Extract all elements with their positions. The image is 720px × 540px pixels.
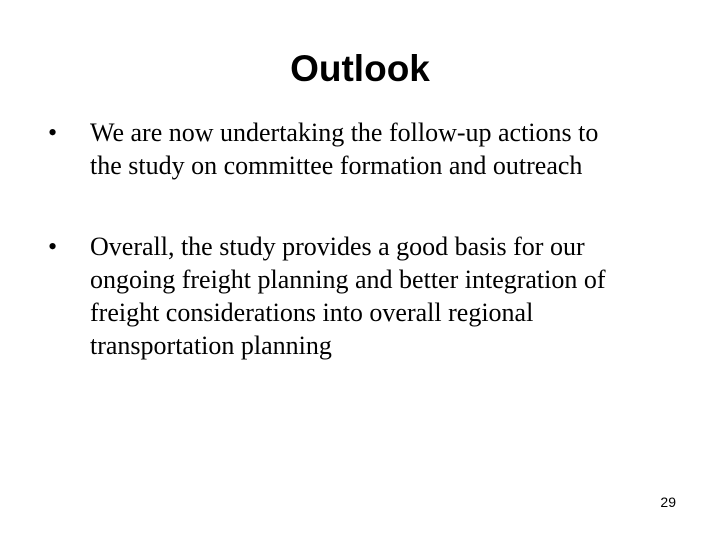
slide-title: Outlook	[290, 48, 430, 89]
bullet-text: Overall, the study provides a good basis for our ongoing freight planning and better integration of freight considerations into overall regional transportation planning	[90, 232, 606, 360]
bullet-marker: •	[48, 118, 58, 147]
bullet-text: We are now undertaking the follow-up actions to the study on committee formation and outreach	[90, 118, 599, 180]
page-number: 29	[660, 494, 676, 510]
bullet-marker: •	[48, 232, 58, 261]
